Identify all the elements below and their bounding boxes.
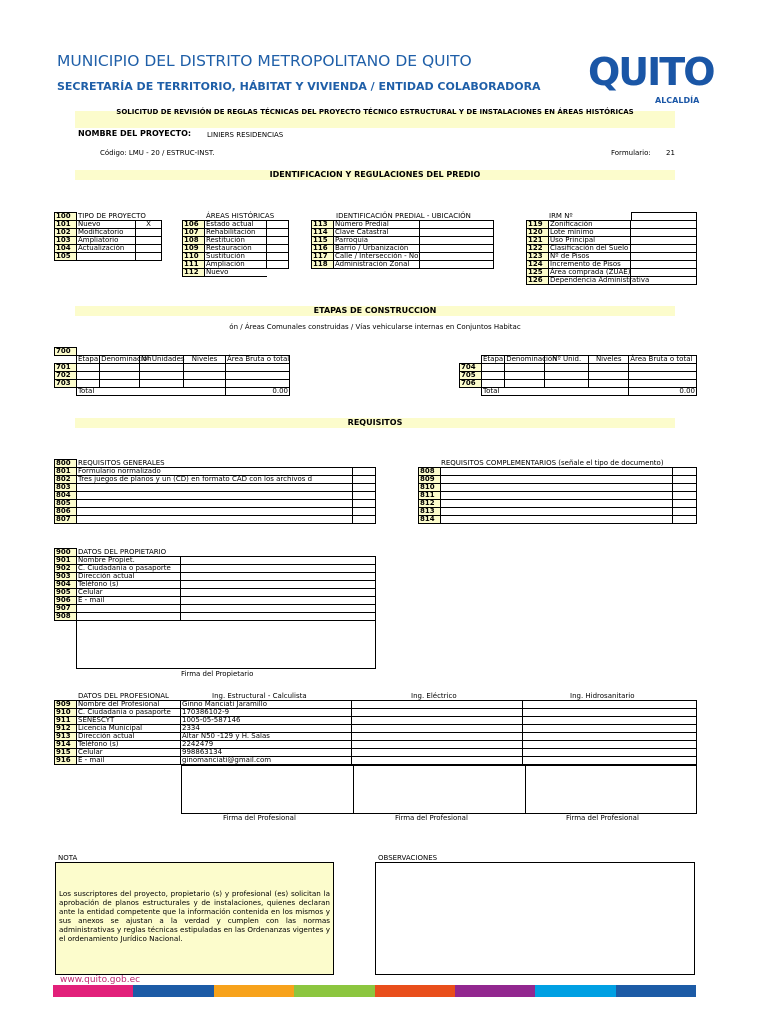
propietario-table <box>54 548 376 621</box>
stripe <box>375 985 455 997</box>
form-number-label: Formulario: <box>611 149 651 157</box>
etapa-cell[interactable] <box>545 372 589 380</box>
code-cell: 800 <box>55 460 77 468</box>
code-cell: 911 <box>55 717 77 725</box>
req-label <box>77 516 353 524</box>
code-cell: 103 <box>55 237 77 245</box>
req-comp-cell[interactable] <box>441 476 673 484</box>
etapa-cell[interactable] <box>589 372 629 380</box>
code-cell: 100 <box>55 213 77 221</box>
signature-divider-1 <box>353 765 354 814</box>
irm-header: IRM Nº <box>549 212 573 220</box>
irm-label: Área comprada (ZUAE) <box>550 268 631 276</box>
irm-value[interactable] <box>631 261 697 269</box>
areas-label: Restitución <box>205 237 267 245</box>
etapa-cell[interactable] <box>505 380 545 388</box>
irm-value[interactable] <box>631 237 697 245</box>
code-cell: 101 <box>55 221 77 229</box>
col-estructural: Ing. Estructural - Calculista <box>212 692 307 700</box>
req-label <box>77 492 353 500</box>
req-comp-header: REQUISITOS COMPLEMENTARIOS (señale el tipo de documento) <box>441 459 664 467</box>
prof-value[interactable] <box>352 749 523 757</box>
code-cell: 903 <box>55 573 77 581</box>
col-electrico: Ing. Eléctrico <box>411 692 457 700</box>
prof-value[interactable]: ginomanciati@gmail.com <box>181 757 352 765</box>
alcaldia-logo-text: ALCALDÍA <box>655 96 700 105</box>
req-check[interactable] <box>353 516 376 524</box>
tipo-label: Actualización <box>77 245 136 253</box>
code-cell: 812 <box>419 500 441 508</box>
total-label: Total <box>76 388 225 396</box>
observaciones-label: OBSERVACIONES <box>378 854 438 862</box>
website-link[interactable]: www.quito.gob.ec <box>60 975 141 985</box>
code-cell: 123 <box>527 253 549 261</box>
code-cell: 115 <box>312 237 334 245</box>
code-cell: 916 <box>55 757 77 765</box>
code-cell: 124 <box>527 261 549 269</box>
col-header: Etapa <box>483 355 504 363</box>
code-cell: 802 <box>55 476 77 484</box>
col-header: Niveles <box>184 356 226 364</box>
areas-value[interactable] <box>267 221 289 229</box>
req-gen-header: REQUISITOS GENERALES <box>78 458 165 467</box>
nota-label: NOTA <box>58 854 78 862</box>
stripe <box>214 985 294 997</box>
req-label: Formulario normalizado <box>77 468 353 476</box>
prop-label <box>77 605 181 613</box>
req-check[interactable] <box>673 476 697 484</box>
prop-label: Teléfono (s) <box>77 581 181 589</box>
req-comp-cell[interactable] <box>441 468 673 476</box>
req-comp-cell[interactable] <box>441 492 673 500</box>
stripe <box>133 985 213 997</box>
prof-value[interactable]: 2334 <box>181 725 352 733</box>
prop-value[interactable] <box>181 557 376 565</box>
code-cell: 808 <box>419 468 441 476</box>
prof-value[interactable] <box>352 725 523 733</box>
code-cell: 804 <box>55 492 77 500</box>
req-check[interactable] <box>353 476 376 484</box>
predial-label: Barrio / Urbanización <box>334 245 420 253</box>
col-header: Denominación <box>506 355 557 363</box>
code-cell: 905 <box>55 589 77 597</box>
predial-value[interactable] <box>420 245 494 253</box>
prof-value[interactable] <box>523 725 697 733</box>
irm-label: Clasificación del Suelo <box>549 245 631 253</box>
prof-value[interactable] <box>352 757 523 765</box>
etapa-cell[interactable] <box>629 364 697 372</box>
areas-value[interactable] <box>267 245 289 253</box>
code-cell: 811 <box>419 492 441 500</box>
etapa-cell[interactable] <box>76 372 99 380</box>
prop-value[interactable] <box>181 581 376 589</box>
tipo-proyecto-table <box>54 212 162 261</box>
prof-firma-2: Firma del Profesional <box>395 814 468 822</box>
irm-value[interactable] <box>631 229 697 237</box>
profesional-header: DATOS DEL PROFESIONAL <box>78 692 169 700</box>
form-title: SOLICITUD DE REVISIÓN DE REGLAS TÉCNICAS DEL PROYECTO TÉCNICO ESTRUCTURAL Y DE INSTALACIONES EN ÁREAS HISTÓRICAS <box>116 108 634 116</box>
col-header: Niveles <box>589 356 629 364</box>
req-label <box>77 500 353 508</box>
irm-label: Incremento de Pisos <box>549 261 631 269</box>
req-comp-cell[interactable] <box>441 484 673 492</box>
tipo-label <box>77 253 136 261</box>
code-cell: 113 <box>312 221 334 229</box>
code-cell: 701 <box>55 364 77 372</box>
code-cell: 908 <box>55 613 77 621</box>
code-cell: 813 <box>419 508 441 516</box>
prof-label: SENESCYT <box>77 717 181 725</box>
prop-value[interactable] <box>181 565 376 573</box>
tipo-label: Modificatorio <box>77 229 136 237</box>
section-etapas: ETAPAS DE CONSTRUCCION <box>75 306 675 316</box>
irm-label: Lote mínimo <box>549 229 631 237</box>
predial-label: Número Predial <box>334 221 420 229</box>
stripe <box>53 985 133 997</box>
etapa-cell[interactable] <box>589 380 629 388</box>
req-check[interactable] <box>353 508 376 516</box>
code-cell: 703 <box>55 380 77 388</box>
areas-label: Estado actual <box>205 221 267 229</box>
requisitos-generales-table <box>54 459 376 524</box>
code-cell: 118 <box>312 261 334 269</box>
prof-firma-3: Firma del Profesional <box>566 814 639 822</box>
etapa-cell[interactable] <box>140 380 184 388</box>
code-cell: 107 <box>183 229 205 237</box>
prof-value[interactable]: Ginno Manciati Jaramillo <box>181 701 352 709</box>
code-cell: 125 <box>527 269 549 277</box>
code-cell: 913 <box>55 733 77 741</box>
code-cell: 104 <box>55 245 77 253</box>
areas-value[interactable] <box>267 237 289 245</box>
profesional-signature-box[interactable] <box>181 765 697 814</box>
req-label <box>77 508 353 516</box>
req-comp-cell[interactable] <box>441 508 673 516</box>
code-cell: 105 <box>55 253 77 261</box>
req-check[interactable] <box>673 484 697 492</box>
req-check[interactable] <box>673 492 697 500</box>
code-cell: 110 <box>183 253 205 261</box>
req-comp-cell[interactable] <box>441 500 673 508</box>
prop-label: Dirección actual <box>77 573 181 581</box>
etapa-cell[interactable] <box>505 372 545 380</box>
req-check[interactable] <box>353 484 376 492</box>
code-cell: 126 <box>527 277 549 285</box>
stripe <box>455 985 535 997</box>
irm-value[interactable] <box>631 245 697 253</box>
irm-value[interactable] <box>631 221 697 229</box>
nota-box: Los suscriptores del proyecto, propietario (s) y profesional (es) solicitan la aprobación de planos estructurales y de instalaciones, quienes declaran ante la entidad competente que la información contenida en los mismos y sus anexos se ajustan a la verdad y cumplen con las normas administrativas y reglas técnicas estipuladas en las Ordenanzas vigentes y el ordenamiento Jurídico Nacional. <box>55 862 334 975</box>
code-cell: 914 <box>55 741 77 749</box>
etapa-cell[interactable] <box>76 364 99 372</box>
etapa-cell[interactable] <box>226 372 290 380</box>
req-check[interactable] <box>673 516 697 524</box>
code-cell: 807 <box>55 516 77 524</box>
prof-value[interactable]: 2242479 <box>181 741 352 749</box>
predial-label: Administración Zonal <box>334 261 420 269</box>
tipo-label: Ampliatorio <box>77 237 136 245</box>
section-identificacion: IDENTIFICACION Y REGULACIONES DEL PREDIO <box>75 170 675 180</box>
irm-value[interactable] <box>631 253 697 261</box>
col-header: Nº Unid. <box>545 356 589 364</box>
code-cell: 702 <box>55 372 77 380</box>
prop-value[interactable] <box>181 589 376 597</box>
prof-value[interactable] <box>352 741 523 749</box>
quito-logo: QUITO <box>588 50 714 94</box>
etapa-cell[interactable] <box>505 364 545 372</box>
req-check[interactable] <box>673 500 697 508</box>
prof-label: Dirección actual <box>77 733 181 741</box>
propietario-firma: Firma del Propietario <box>181 670 254 678</box>
areas-value[interactable] <box>267 229 289 237</box>
predial-value[interactable] <box>420 253 494 261</box>
total-value: 0.00 <box>629 388 697 396</box>
code-cell: 907 <box>55 605 77 613</box>
propietario-signature-box[interactable] <box>76 620 376 669</box>
prof-value[interactable] <box>352 701 523 709</box>
req-check[interactable] <box>673 508 697 516</box>
etapas-blank <box>460 388 482 396</box>
prof-value[interactable] <box>523 749 697 757</box>
prof-value[interactable]: 998863134 <box>181 749 352 757</box>
irm-label: Dependencia Administrativa <box>550 276 650 284</box>
etapa-cell[interactable] <box>184 364 226 372</box>
code-cell: 102 <box>55 229 77 237</box>
prof-value[interactable]: 170386102-9 <box>181 709 352 717</box>
code-cell: 910 <box>55 709 77 717</box>
prop-label: E - mail <box>77 597 181 605</box>
irm-table <box>526 220 697 285</box>
areas-value[interactable] <box>267 261 289 269</box>
areas-label: Nuevo <box>205 269 267 277</box>
tipo-mark[interactable]: X <box>136 221 162 229</box>
predial-value[interactable] <box>420 237 494 245</box>
etapa-cell[interactable] <box>482 372 505 380</box>
prop-value[interactable] <box>181 597 376 605</box>
code-cell: 901 <box>55 557 77 565</box>
areas-header: ÁREAS HISTÓRICAS <box>206 212 275 220</box>
predial-value[interactable] <box>420 261 494 269</box>
code-cell: 700 <box>55 348 77 356</box>
etapas-left-table <box>54 347 290 396</box>
col-hidrosanitario: Ing. Hidrosanitario <box>570 692 635 700</box>
prof-value[interactable] <box>523 741 697 749</box>
etapa-cell[interactable] <box>545 364 589 372</box>
tipo-label: Nuevo <box>77 221 136 229</box>
etapas-right-table <box>459 355 697 396</box>
code-cell: 704 <box>460 364 482 372</box>
requisitos-complementarios-table <box>418 467 697 524</box>
observaciones-box[interactable] <box>375 862 695 975</box>
form-title-bar <box>75 108 675 128</box>
prof-firma-1: Firma del Profesional <box>223 814 296 822</box>
col-header: Área Bruta o total <box>227 355 290 363</box>
code-cell: 119 <box>527 221 549 229</box>
code-cell: 801 <box>55 468 77 476</box>
col-header: Etapa <box>77 355 99 363</box>
prof-value[interactable] <box>523 701 697 709</box>
predial-value[interactable] <box>420 221 494 229</box>
stripe <box>294 985 374 997</box>
etapa-cell[interactable] <box>589 364 629 372</box>
etapa-cell[interactable] <box>100 364 140 372</box>
prof-value[interactable] <box>523 717 697 725</box>
code-cell: 116 <box>312 245 334 253</box>
areas-label: Restauración <box>205 245 267 253</box>
prof-value[interactable] <box>523 733 697 741</box>
tipo-header: TIPO DE PROYECTO <box>78 211 146 220</box>
etapa-cell[interactable] <box>226 364 290 372</box>
irm-label: Nº de Pisos <box>549 253 631 261</box>
col-header: Denominación <box>101 355 152 363</box>
code-cell: 108 <box>183 237 205 245</box>
prof-label: Nombre del Profesional <box>77 701 181 709</box>
prof-value[interactable] <box>352 709 523 717</box>
code-cell: 902 <box>55 565 77 573</box>
prof-value[interactable] <box>352 733 523 741</box>
code-cell: 106 <box>183 221 205 229</box>
code-cell: 912 <box>55 725 77 733</box>
etapa-cell[interactable] <box>100 380 140 388</box>
code-cell: 705 <box>460 372 482 380</box>
form-number-value: 21 <box>666 149 675 157</box>
etapas-subtitle: ón / Áreas Comunales construidas / Vías vehicularse internas en Conjuntos Habitac <box>229 323 521 331</box>
project-name-value: LINIERS RESIDENCIAS <box>207 131 284 139</box>
code-cell: 909 <box>55 701 77 709</box>
tipo-mark[interactable] <box>136 253 162 261</box>
req-check[interactable] <box>673 468 697 476</box>
areas-value[interactable] <box>267 253 289 261</box>
propietario-header: DATOS DEL PROPIETARIO <box>78 547 167 556</box>
areas-label: Sustitución <box>205 253 267 261</box>
prop-value[interactable] <box>181 573 376 581</box>
etapa-cell[interactable] <box>140 364 184 372</box>
etapa-cell[interactable] <box>184 380 226 388</box>
req-comp-cell[interactable] <box>441 516 673 524</box>
prof-label: E - mail <box>77 757 181 765</box>
total-value: 0.00 <box>226 388 290 396</box>
req-check[interactable] <box>353 500 376 508</box>
code-cell: 120 <box>527 229 549 237</box>
areas-empty <box>267 269 289 277</box>
secretariat-subtitle: SECRETARÍA DE TERRITORIO, HÁBITAT Y VIVIENDA / ENTIDAD COLABORADORA <box>57 80 541 93</box>
code-cell: 114 <box>312 229 334 237</box>
code-cell: 805 <box>55 500 77 508</box>
code-cell: 806 <box>55 508 77 516</box>
etapa-cell[interactable] <box>140 372 184 380</box>
req-label <box>77 484 353 492</box>
code-cell: 121 <box>527 237 549 245</box>
prof-label: Teléfono (s) <box>77 741 181 749</box>
etapas-blank <box>55 388 77 396</box>
predial-label: Clave Catastral <box>334 229 420 237</box>
predial-label: Parroquia <box>334 237 420 245</box>
prof-value[interactable] <box>523 757 697 765</box>
etapa-cell[interactable] <box>629 372 697 380</box>
code-cell: 706 <box>460 380 482 388</box>
code-cell: 814 <box>419 516 441 524</box>
code-cell: 809 <box>419 476 441 484</box>
predial-table <box>311 220 494 269</box>
irm-label: Uso Principal <box>549 237 631 245</box>
predial-value[interactable] <box>420 229 494 237</box>
prof-label: C. Ciudadanía o pasaporte <box>77 709 181 717</box>
req-label: Tres juegos de planos y un (CD) en formato CAD con los archivos d <box>77 476 353 484</box>
col-header: Área Bruta o total <box>629 356 697 364</box>
municipality-title: MUNICIPIO DEL DISTRITO METROPOLITANO DE QUITO <box>57 52 472 70</box>
areas-label: Ampliación <box>205 261 267 269</box>
footer-color-stripes <box>53 985 696 997</box>
code-cell: 117 <box>312 253 334 261</box>
code-cell: 803 <box>55 484 77 492</box>
project-name-label: NOMBRE DEL PROYECTO: <box>78 129 192 138</box>
areas-label: Rehabilitación <box>205 229 267 237</box>
areas-table <box>182 220 289 277</box>
code-cell: 109 <box>183 245 205 253</box>
etapa-cell[interactable] <box>482 364 505 372</box>
req-check[interactable] <box>353 468 376 476</box>
prop-label: C. Ciudadanía o pasaporte <box>77 565 181 573</box>
prof-value[interactable]: Altar N50 -129 y H. Salas <box>181 733 352 741</box>
total-label: Total <box>482 388 629 396</box>
section-requisitos: REQUISITOS <box>75 418 675 428</box>
etapa-cell[interactable] <box>100 372 140 380</box>
col-header: Nº Unidades <box>141 355 185 363</box>
predial-header: IDENTIFICACIÓN PREDIAL - UBICACIÓN <box>336 212 471 220</box>
etapa-cell[interactable] <box>545 380 589 388</box>
tipo-mark[interactable] <box>136 229 162 237</box>
prof-label: Licencia Municipal <box>77 725 181 733</box>
prop-label: Celular <box>77 589 181 597</box>
irm-label: Zonificación <box>549 221 631 229</box>
code-cell: 900 <box>55 549 77 557</box>
code-cell: 122 <box>527 245 549 253</box>
prof-value[interactable]: 1005-05-587146 <box>181 717 352 725</box>
predial-label: Calle / Intersección - No <box>335 252 419 260</box>
code-cell: 111 <box>183 261 205 269</box>
code-cell: 112 <box>183 269 205 277</box>
code-cell: 904 <box>55 581 77 589</box>
project-code: Código: LMU - 20 / ESTRUC-INST. <box>100 149 215 157</box>
signature-divider-2 <box>525 765 526 814</box>
prof-label: Celular <box>77 749 181 757</box>
stripe <box>616 985 696 997</box>
prof-value[interactable] <box>352 717 523 725</box>
tipo-mark[interactable] <box>136 237 162 245</box>
etapa-cell[interactable] <box>184 372 226 380</box>
tipo-mark[interactable] <box>136 245 162 253</box>
prop-label: Nombre Propiet. <box>77 557 181 565</box>
req-check[interactable] <box>353 492 376 500</box>
prof-value[interactable] <box>523 709 697 717</box>
code-cell: 810 <box>419 484 441 492</box>
code-cell: 915 <box>55 749 77 757</box>
profesional-table <box>54 700 697 765</box>
stripe <box>535 985 615 997</box>
prop-value[interactable] <box>181 605 376 613</box>
code-cell: 906 <box>55 597 77 605</box>
